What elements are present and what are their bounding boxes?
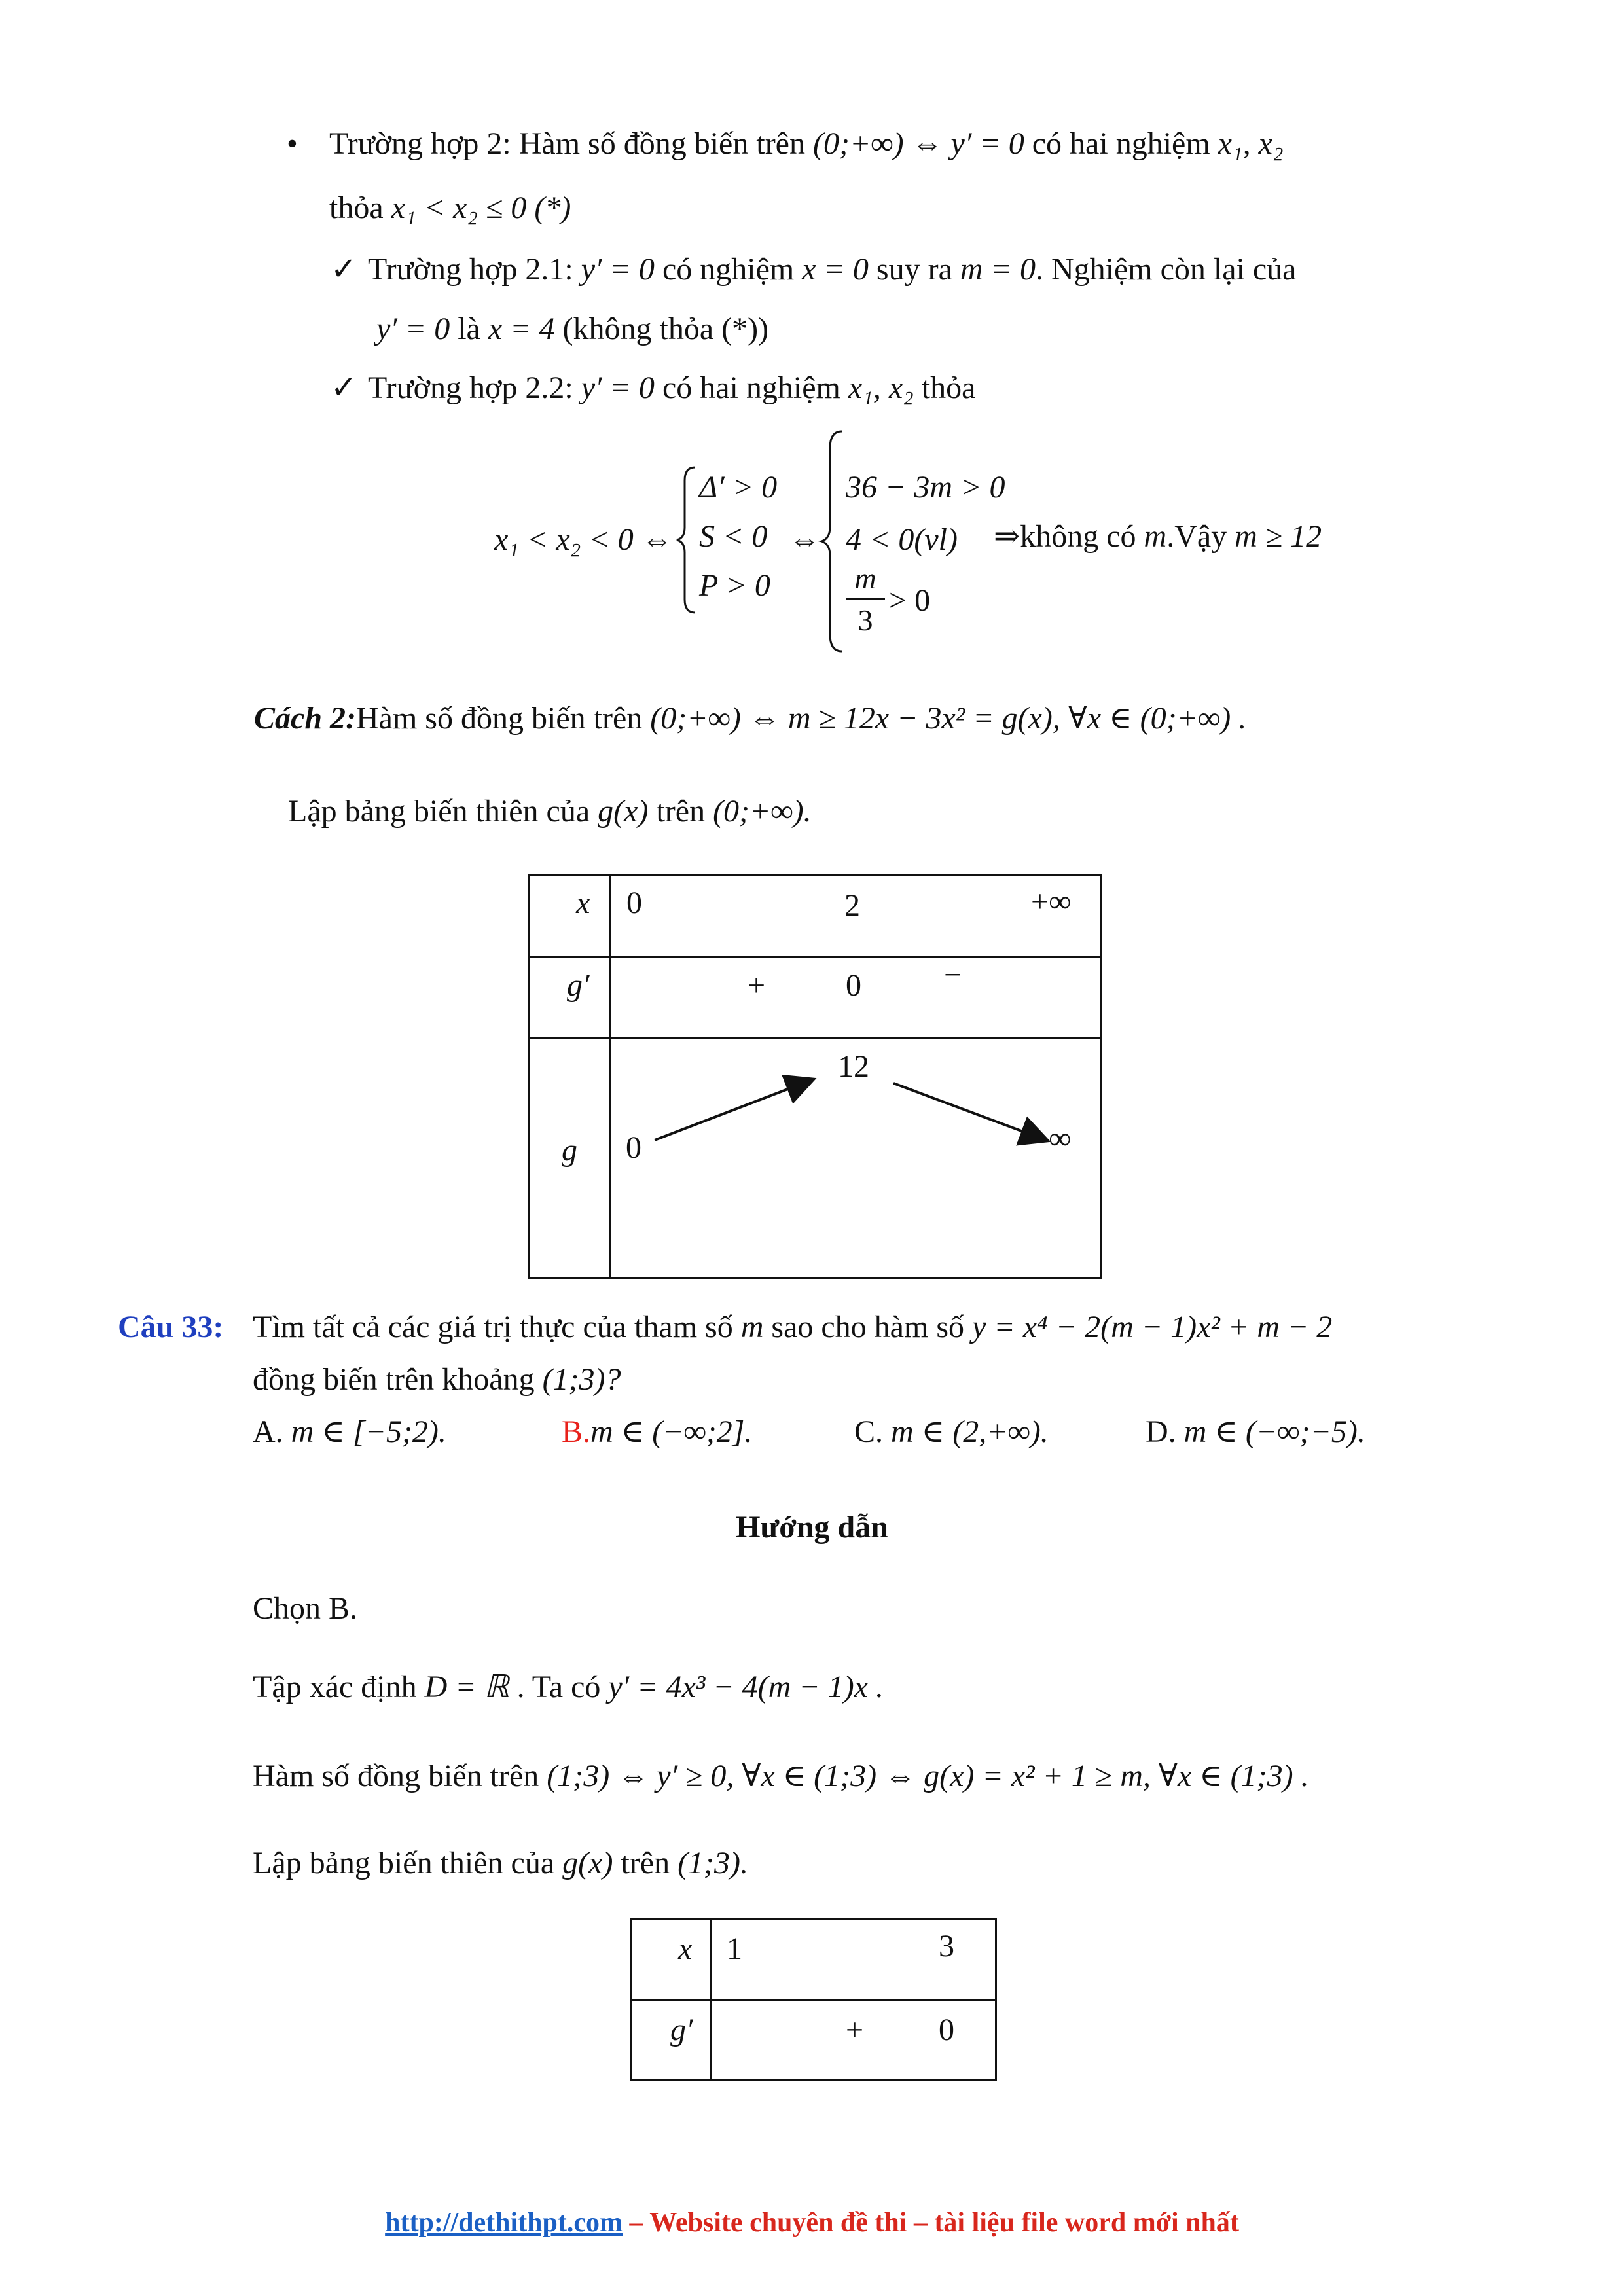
- case22-text2: thỏa: [921, 370, 976, 405]
- case21-line2-end: (không thỏa (*)): [562, 312, 769, 346]
- question-text1: Tìm tất cả các giá trị thực của tham số: [253, 1310, 733, 1344]
- t1-x-0: 0: [626, 886, 642, 920]
- t1-gp-1: 0: [846, 968, 861, 1003]
- option-a-value: m ∈ [−5;2).: [291, 1414, 446, 1449]
- case22-label: Trường hợp 2.2:: [368, 370, 573, 405]
- t1-g-label: g: [562, 1133, 577, 1168]
- t1-gp-label: g′: [567, 968, 590, 1003]
- case2-cond: y′ = 0: [950, 126, 1024, 161]
- system2-frac-tail: > 0: [889, 583, 931, 618]
- system-lhs: x₁ < x₂ < 0 ⇔: [494, 522, 673, 557]
- conclusion-end: .Vậy: [1166, 519, 1227, 554]
- footer-text: – Website chuyên đề thi – tài liệu file word mới nhất: [629, 2208, 1239, 2238]
- question-label: Câu 33:: [118, 1310, 224, 1344]
- guide-choose: Chọn B.: [253, 1591, 358, 1626]
- conclusion-arrow: ⇒: [994, 519, 1020, 554]
- left-brace-1: [674, 465, 700, 615]
- guide-derivative: y′ = 4x³ − 4(m − 1)x .: [608, 1670, 884, 1704]
- footer-link[interactable]: http://dethithpt.com: [385, 2208, 623, 2238]
- guide-domain-math: D = ℝ: [424, 1670, 509, 1704]
- guide-increase-math: (1;3) ⇔ y′ ≥ 0, ∀x ∈ (1;3) ⇔ g(x) = x² + 1 ≥ m, ∀x ∈ (1;3) .: [547, 1759, 1309, 1793]
- guide-table2-gx: g(x): [562, 1846, 613, 1880]
- case21-cond: y′ = 0: [581, 252, 655, 287]
- t1-gp-2: −: [944, 958, 962, 992]
- case2-line1: [329, 124, 1284, 164]
- conclusion-text: không có: [1020, 519, 1136, 554]
- option-c-value: m ∈ (2,+∞).: [891, 1414, 1049, 1449]
- option-c[interactable]: [854, 1412, 1049, 1452]
- guide-domain: [253, 1668, 884, 1707]
- option-a[interactable]: [253, 1412, 446, 1452]
- question-line2: [253, 1360, 621, 1399]
- option-c-key: C.: [854, 1414, 884, 1449]
- case21-line2-x: x = 4: [488, 312, 555, 346]
- t1-x-label: x: [576, 886, 590, 920]
- case21-text2: suy ra: [876, 252, 952, 287]
- table1-intro-text: Lập bảng biến thiên của: [288, 794, 590, 829]
- guide-domain-text: Tập xác định: [253, 1670, 417, 1704]
- case2-text: Trường hợp 2: Hàm số đồng biến trên: [329, 126, 805, 161]
- option-b-value: m ∈ (−∞;2].: [590, 1414, 753, 1449]
- case21-line2: [376, 310, 768, 349]
- checkmark-icon: ✓: [331, 252, 357, 287]
- case2-text-end: có hai nghiệm: [1032, 126, 1210, 161]
- t1-g-peak: 12: [838, 1049, 869, 1084]
- system1-row3: P > 0: [699, 568, 770, 603]
- case2-roots: x₁, x₂: [1218, 126, 1284, 161]
- table1-intro-text2: trên: [656, 794, 706, 829]
- guide-table2-text: Lập bảng biến thiên của: [253, 1846, 555, 1880]
- case2-equiv: ⇔: [911, 126, 943, 161]
- case21-line2-la: là: [458, 312, 480, 346]
- case22-roots: x₁, x₂: [848, 370, 914, 405]
- case22-cond: y′ = 0: [581, 370, 655, 405]
- t2-x-0: 1: [727, 1931, 742, 1966]
- method2-line: [254, 699, 1246, 738]
- left-brace-2: [818, 429, 848, 655]
- t2-gp-label: g′: [670, 2013, 693, 2047]
- method2-label: Cách 2:: [254, 701, 356, 736]
- case22-line1: [368, 368, 975, 408]
- guide-domain-text2: . Ta có: [516, 1670, 601, 1704]
- question-function: y = x⁴ − 2(m − 1)x² + m − 2: [972, 1310, 1333, 1344]
- footer: [0, 2207, 1624, 2238]
- method2-text: Hàm số đồng biến trên: [356, 701, 643, 736]
- guide-increase-text: Hàm số đồng biến trên: [253, 1759, 539, 1793]
- table1-intro-gx: g(x): [598, 794, 649, 829]
- case21-text3: . Nghiệm còn lại của: [1035, 252, 1297, 287]
- question-text2: sao cho hàm số: [771, 1310, 964, 1344]
- t1-x-1: 2: [844, 888, 860, 923]
- fraction-bar: [846, 598, 885, 600]
- case2-thoa: thỏa: [329, 190, 384, 225]
- table1-intro-interval: (0;+∞).: [713, 794, 812, 829]
- option-d-value: m ∈ (−∞;−5).: [1183, 1414, 1365, 1449]
- system2-frac-den: 3: [857, 603, 873, 637]
- t2-gp-0: +: [846, 2013, 864, 2047]
- option-a-key: A.: [253, 1414, 283, 1449]
- system-conclusion: [994, 517, 1322, 556]
- option-b[interactable]: [562, 1412, 752, 1452]
- question-param: m: [740, 1310, 764, 1344]
- question-interval: (1;3)?: [542, 1362, 621, 1397]
- option-d[interactable]: [1146, 1412, 1365, 1452]
- case21-line2-cond: y′ = 0: [376, 312, 450, 346]
- case2-condition: x₁ < x₂ ≤ 0 (*): [391, 190, 571, 225]
- system1-row1: Δ′ > 0: [699, 470, 778, 505]
- table1-intro: [288, 792, 812, 831]
- case21-m0: m = 0: [960, 252, 1036, 287]
- arrow-up: [655, 1080, 812, 1140]
- t1-g-right: −∞: [1031, 1121, 1072, 1156]
- system2-frac-num: m: [854, 562, 876, 595]
- t2-gp-1: 0: [939, 2013, 954, 2047]
- t1-g-left: 0: [626, 1130, 641, 1165]
- t1-x-2: +∞: [1031, 884, 1072, 919]
- guide-increase: [253, 1757, 1309, 1796]
- conclusion-m: m: [1144, 519, 1167, 554]
- conclusion-final: m ≥ 12: [1235, 519, 1322, 554]
- case21-label: Trường hợp 2.1:: [368, 252, 573, 287]
- guide-table2-interval: (1;3).: [677, 1846, 749, 1880]
- bullet: •: [287, 126, 298, 161]
- guide-table2-intro: [253, 1844, 748, 1883]
- t1-gp-0: +: [748, 968, 766, 1003]
- arrow-down: [893, 1083, 1046, 1140]
- t2-x-label: x: [678, 1931, 693, 1966]
- case2-interval: (0;+∞): [812, 126, 904, 161]
- option-d-key: D.: [1146, 1414, 1176, 1449]
- option-b-key: B.: [562, 1414, 591, 1449]
- case21-line1: [368, 250, 1296, 289]
- system1-row2: S < 0: [699, 519, 768, 554]
- system2-row1: 36 − 3m > 0: [846, 470, 1005, 505]
- system-equiv: ⇔: [789, 522, 820, 557]
- method2-math: (0;+∞) ⇔ m ≥ 12x − 3x² = g(x), ∀x ∈ (0;+∞) .: [650, 701, 1247, 736]
- case21-x0: x = 0: [802, 252, 869, 287]
- variation-arrows: [648, 1067, 1067, 1165]
- case21-text1: có nghiệm: [662, 252, 795, 287]
- t2-x-1: 3: [939, 1929, 954, 1964]
- case22-text1: có hai nghiệm: [662, 370, 840, 405]
- question-line2-text: đồng biến trên khoảng: [253, 1362, 535, 1397]
- case2-line2: [329, 188, 571, 228]
- guide-title: Hướng dẫn: [736, 1510, 888, 1545]
- guide-table2-text2: trên: [621, 1846, 670, 1880]
- checkmark-icon: ✓: [331, 370, 357, 405]
- question-line1: [253, 1308, 1332, 1347]
- system2-row2: 4 < 0(vl): [846, 522, 958, 557]
